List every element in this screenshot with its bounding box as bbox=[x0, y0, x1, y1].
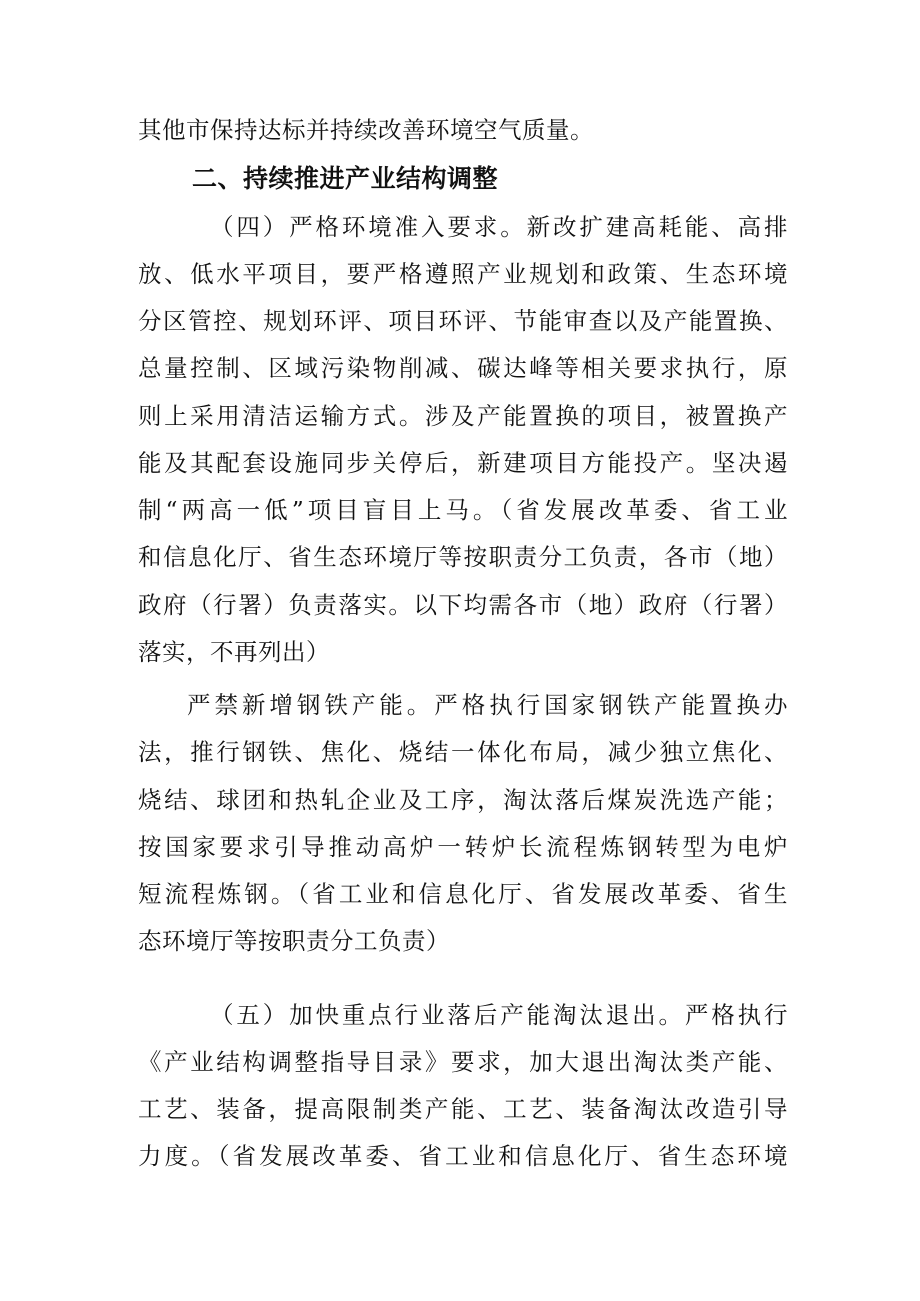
para5-line-3: 工艺、装备，提高限制类产能、工艺、装备淘汰改造引导 bbox=[138, 1095, 788, 1123]
para4-line-10: 落实，不再列出） bbox=[138, 638, 330, 666]
para4-line-7: 制“两高一低”项目盲目上马。（省发展改革委、省工业 bbox=[138, 496, 788, 524]
para-steel-line-5: 短流程炼钢。（省工业和信息化厅、省发展改革委、省生 bbox=[138, 880, 788, 908]
para4-line-8: 和信息化厅、省生态环境厅等按职责分工负责，各市（地） bbox=[138, 543, 788, 571]
para-steel-line-1: 严禁新增钢铁产能。严格执行国家钢铁产能置换办 bbox=[187, 691, 788, 719]
para4-line-6: 能及其配套设施同步关停后，新建项目方能投产。坚决遏 bbox=[138, 449, 788, 477]
para-steel-line-2: 法，推行钢铁、焦化、烧结一体化布局，减少独立焦化、 bbox=[138, 738, 788, 766]
para5-line-1: （五）加快重点行业落后产能淘汰退出。严格执行 bbox=[210, 1001, 788, 1029]
para-steel-line-3: 烧结、球团和热轧企业及工序，淘汰落后煤炭洗选产能； bbox=[138, 786, 788, 814]
para4-line-3: 分区管控、规划环评、项目环评、节能审查以及产能置换、 bbox=[138, 307, 788, 335]
para-steel-line-4: 按国家要求引导推动高炉一转炉长流程炼钢转型为电炉 bbox=[138, 833, 788, 861]
para4-line-2: 放、低水平项目，要严格遵照产业规划和政策、生态环境 bbox=[138, 260, 788, 288]
para5-line-2: 《产业结构调整指导目录》要求，加大退出淘汰类产能、 bbox=[138, 1048, 788, 1076]
para-steel-line-6: 态环境厅等按职责分工负责） bbox=[138, 927, 450, 955]
para4-line-4: 总量控制、区域污染物削减、碳达峰等相关要求执行，原 bbox=[138, 354, 788, 382]
section-heading: 二、持续推进产业结构调整 bbox=[192, 164, 499, 193]
para4-line-1: （四）严格环境准入要求。新改扩建高耗能、高排 bbox=[210, 213, 788, 241]
intro-tail-line: 其他市保持达标并持续改善环境空气质量。 bbox=[138, 116, 594, 144]
para4-line-9: 政府（行署）负责落实。以下均需各市（地）政府（行署） bbox=[138, 591, 788, 619]
para4-line-5: 则上采用清洁运输方式。涉及产能置换的项目，被置换产 bbox=[138, 402, 788, 430]
para5-line-4: 力度。（省发展改革委、省工业和信息化厅、省生态环境 bbox=[138, 1142, 788, 1170]
